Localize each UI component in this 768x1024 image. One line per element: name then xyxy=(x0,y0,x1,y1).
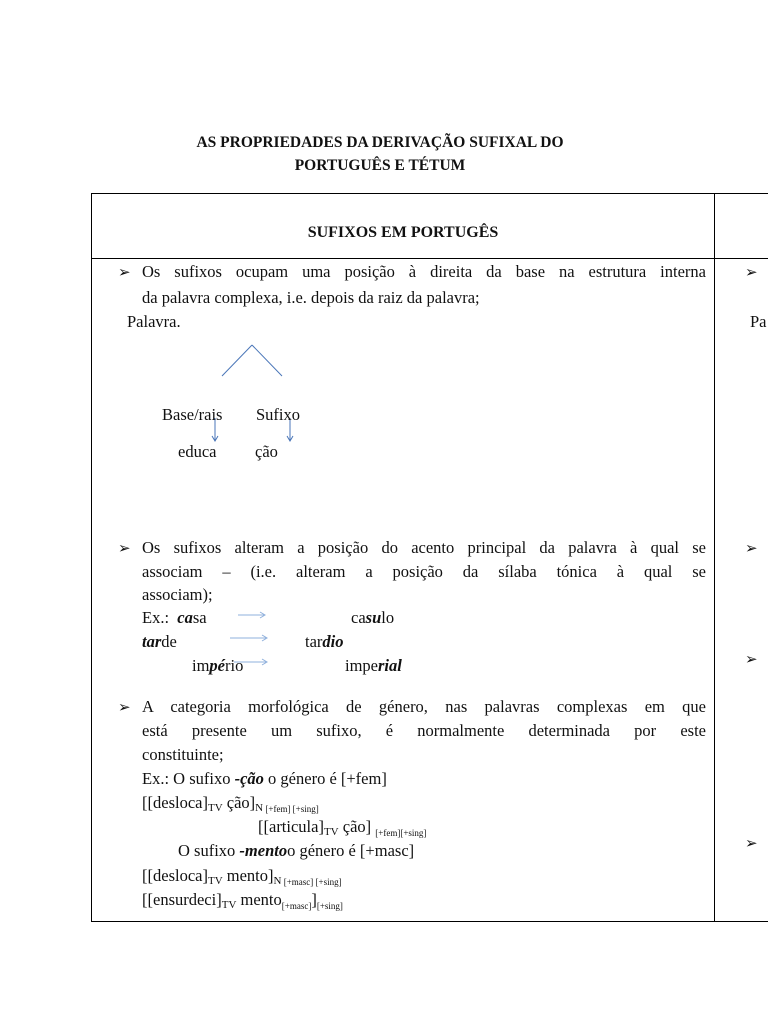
word-part: im xyxy=(192,656,210,675)
tree-base-example: educa xyxy=(178,442,217,461)
example-row-1a xyxy=(142,608,207,628)
formula-subscript: TV xyxy=(207,802,223,814)
bullet1-line1: Os sufixos ocupam uma posição à direita da base na estrutura interna xyxy=(142,262,706,281)
formula-subscript: N xyxy=(273,875,282,887)
text-part: O sufixo xyxy=(178,841,240,860)
word-part: ca xyxy=(351,608,366,627)
bracket-formula-3 xyxy=(142,866,342,892)
formula-part: [[ensurdeci] xyxy=(142,890,222,909)
column-header-portuguese: SUFIXOS EM PORTUGÊS xyxy=(307,224,499,241)
formula-features: [+sing] xyxy=(316,901,343,911)
gender-masc-example xyxy=(178,841,414,861)
formula-subscript: N xyxy=(255,802,264,814)
example-row-3a xyxy=(192,656,243,676)
text-part: Ex.: O sufixo xyxy=(142,769,235,788)
bullet-arrow-icon: ➢ xyxy=(745,265,758,281)
formula-features: [+fem] [+sing] xyxy=(263,804,319,814)
bracket-formula-4 xyxy=(142,890,343,916)
stressed-syllable: su xyxy=(365,608,382,627)
word-part: impe xyxy=(345,656,378,675)
word-part: lo xyxy=(381,608,395,627)
example-row-2b xyxy=(305,632,344,652)
column-divider xyxy=(714,193,715,922)
bullet-arrow-icon: ➢ xyxy=(745,836,758,852)
bullet3-line3: constituinte; xyxy=(142,745,224,764)
text-part: o género é [+masc] xyxy=(287,841,415,860)
formula-part: [[desloca] xyxy=(142,866,208,885)
example-row-2a xyxy=(142,632,177,652)
title-line-1: AS PROPRIEDADES DA DERIVAÇÃO SUFIXAL DO xyxy=(196,134,564,151)
formula-subscript: TV xyxy=(207,875,223,887)
example-row-3b xyxy=(345,656,402,676)
stressed-syllable: tar xyxy=(142,632,162,651)
header-row-divider xyxy=(91,258,768,259)
bracket-formula-1 xyxy=(142,793,319,819)
word-part: rio xyxy=(225,656,244,675)
formula-part: mento xyxy=(236,890,282,909)
bullet2-line1: Os sufixos alteram a posição do acento principal da palavra à qual se xyxy=(142,538,706,557)
tree-suffix-example: ção xyxy=(255,442,278,461)
formula-subscript: TV xyxy=(221,899,237,911)
bullet3-line2: está presente um sufixo, é normalmente determinada por este xyxy=(142,721,706,740)
formula-part: [[articula] xyxy=(258,817,324,836)
bullet-arrow-icon: ➢ xyxy=(118,700,131,716)
bullet-arrow-icon: ➢ xyxy=(118,265,131,281)
title-line-2: PORTUGUÊS E TÉTUM xyxy=(294,157,466,174)
formula-features: [+masc] [+sing] xyxy=(281,877,342,887)
formula-features: [+fem][+sing] xyxy=(375,828,427,838)
bullet-arrow-icon: ➢ xyxy=(118,541,131,557)
suffix-emphasis: -mento xyxy=(239,841,288,860)
formula-part: ção] xyxy=(222,793,256,812)
word-part: tar xyxy=(305,632,323,651)
text-part: o género é [+fem] xyxy=(263,769,387,788)
col2-cut-text: Pa xyxy=(750,312,767,331)
stressed-syllable: dio xyxy=(322,632,344,651)
bullet-arrow-icon: ➢ xyxy=(745,652,758,668)
example-row-1b xyxy=(351,608,394,628)
document-title xyxy=(130,131,630,177)
formula-part: mento] xyxy=(222,866,274,885)
tree-suffix-label: Sufixo xyxy=(256,405,301,424)
bullet2-line2: associam – (i.e. alteram a posição da sílaba tónica à qual se xyxy=(142,562,706,581)
bullet3-line1: A categoria morfológica de género, nas palavras complexas em que xyxy=(142,697,706,716)
stressed-syllable: ca xyxy=(177,608,193,627)
formula-part: ] xyxy=(311,890,317,909)
gender-fem-example xyxy=(142,769,387,789)
word-rest: sa xyxy=(192,608,207,627)
example-label: Ex.: xyxy=(142,608,170,627)
formula-features: [+masc] xyxy=(281,901,312,911)
bullet-arrow-icon: ➢ xyxy=(745,541,758,557)
bullet1-line2: da palavra complexa, i.e. depois da raiz da palavra; xyxy=(142,288,480,307)
bullet2-line3: associam); xyxy=(142,585,213,604)
formula-subscript: TV xyxy=(323,826,339,838)
word-rest: de xyxy=(161,632,177,651)
formula-part: ção] xyxy=(338,817,376,836)
formula-part: [[desloca] xyxy=(142,793,208,812)
stressed-syllable: pé xyxy=(209,656,225,675)
bracket-formula-2 xyxy=(258,817,426,843)
suffix-emphasis: -ção xyxy=(234,769,264,788)
tree-root-label: Palavra. xyxy=(127,312,181,331)
stressed-syllable: rial xyxy=(378,656,402,675)
tree-base-label: Base/rais xyxy=(162,405,223,424)
